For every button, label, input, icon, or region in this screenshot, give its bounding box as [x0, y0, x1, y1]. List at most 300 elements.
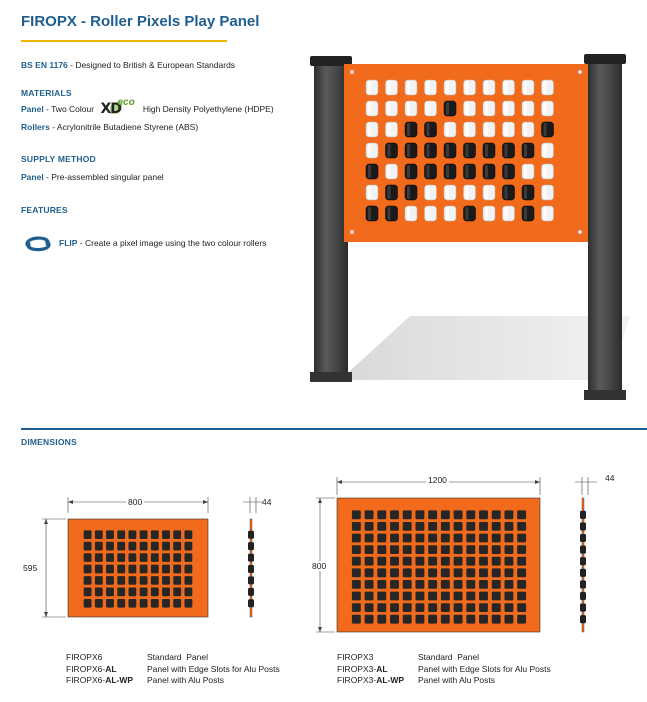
roller-slot	[106, 565, 114, 574]
roller-slot	[162, 576, 170, 585]
roller-slot	[377, 522, 386, 531]
materials-panel-label: Panel	[21, 103, 44, 114]
roller-slot	[377, 580, 386, 589]
roller-slot	[95, 530, 103, 539]
roller-slot	[441, 592, 450, 601]
product-desc: Panel with Edge Slots for Alu Posts	[418, 663, 551, 674]
roller-slot	[504, 580, 513, 589]
roller-slot	[173, 542, 181, 551]
roller-slot	[377, 510, 386, 519]
roller-slot	[415, 545, 424, 554]
roller	[464, 164, 476, 179]
roller-slot	[377, 592, 386, 601]
roller	[503, 206, 515, 221]
roller-side	[580, 511, 586, 519]
roller-slot	[517, 580, 526, 589]
roller-slot	[365, 557, 374, 566]
roller-slot	[140, 530, 148, 539]
roller-side	[248, 554, 254, 562]
roller	[522, 80, 534, 95]
roller-slot	[403, 615, 412, 624]
roller-slot	[466, 545, 475, 554]
roller-slot	[504, 615, 513, 624]
roller-slot	[517, 510, 526, 519]
roller-slot	[466, 592, 475, 601]
roller-slot	[454, 510, 463, 519]
roller-slot	[403, 580, 412, 589]
roller-slot	[466, 510, 475, 519]
roller	[542, 206, 554, 221]
roller	[405, 206, 417, 221]
supply-panel-text: - Pre-assembled singular panel	[43, 172, 164, 182]
roller-slot	[492, 580, 501, 589]
roller-slot	[517, 568, 526, 577]
product-code-suffix: AL-WP	[376, 675, 405, 685]
roller	[542, 164, 554, 179]
roller-slot	[117, 565, 125, 574]
roller-slot	[365, 568, 374, 577]
table-row	[337, 664, 551, 676]
roller-slot	[106, 542, 114, 551]
roller-slot	[390, 592, 399, 601]
roller	[522, 143, 534, 158]
roller-slot	[352, 580, 361, 589]
roller	[386, 164, 398, 179]
roller-slot	[352, 510, 361, 519]
roller	[425, 101, 437, 116]
roller-slot	[365, 580, 374, 589]
roller-slot	[352, 534, 361, 543]
roller-slot	[140, 565, 148, 574]
standard-code: BS EN 1176	[21, 60, 68, 70]
roller-slot	[441, 568, 450, 577]
roller-slot	[173, 599, 181, 608]
roller	[405, 122, 417, 137]
roller	[425, 185, 437, 200]
roller-slot	[415, 534, 424, 543]
roller-slot	[151, 565, 159, 574]
roller	[542, 185, 554, 200]
product-render	[300, 50, 640, 410]
roller-side	[580, 580, 586, 588]
product-desc: Panel with Edge Slots for Alu Posts	[147, 663, 280, 674]
roller	[444, 185, 456, 200]
roller	[366, 206, 378, 221]
roller	[444, 143, 456, 158]
materials-rollers-label: Rollers	[21, 122, 50, 132]
roller-slot	[415, 580, 424, 589]
product-code: FIROPX3	[337, 652, 374, 662]
roller-slot	[415, 615, 424, 624]
roller-slot	[403, 603, 412, 612]
logo-xd: XD	[100, 101, 121, 117]
roller-slot	[428, 603, 437, 612]
product-code: FIROPX6-	[66, 663, 106, 674]
roller-slot	[492, 557, 501, 566]
roller-slot	[140, 576, 148, 585]
product-desc: Standard Panel	[147, 652, 208, 662]
large-width-label: 1200	[428, 475, 447, 485]
roller-slot	[403, 557, 412, 566]
roller-slot	[517, 545, 526, 554]
table-row	[337, 675, 551, 687]
roller	[483, 143, 495, 158]
roller-slot	[352, 568, 361, 577]
orange-panel	[344, 64, 588, 242]
roller	[464, 101, 476, 116]
flip-text: - Create a pixel image using the two colour rollers	[77, 238, 267, 248]
roller-slot	[84, 599, 92, 608]
roller-slot	[466, 615, 475, 624]
roller-slot	[365, 615, 374, 624]
ground-shadow	[340, 316, 630, 380]
roller-slot	[128, 553, 136, 562]
roller-slot	[390, 568, 399, 577]
roller-slot	[415, 603, 424, 612]
roller-slot	[352, 615, 361, 624]
roller-side	[248, 565, 254, 573]
roller	[405, 80, 417, 95]
roller-slot	[504, 510, 513, 519]
product-desc: Panel with Alu Posts	[147, 675, 225, 685]
roller	[503, 122, 515, 137]
roller-slot	[128, 576, 136, 585]
roller	[542, 143, 554, 158]
roller-slot	[162, 565, 170, 574]
roller-side	[248, 542, 254, 550]
roller-slot	[390, 545, 399, 554]
roller	[405, 164, 417, 179]
roller	[522, 164, 534, 179]
roller-slot	[492, 545, 501, 554]
small-width-label: 800	[128, 497, 143, 507]
small-height-label: 595	[23, 563, 38, 573]
roller	[366, 80, 378, 95]
roller-slot	[441, 615, 450, 624]
roller-slot	[365, 592, 374, 601]
roller-slot	[106, 530, 114, 539]
roller-slot	[479, 592, 488, 601]
standard-text: - Designed to British & European Standards	[67, 60, 236, 70]
flip-label: FLIP	[59, 238, 78, 248]
roller-slot	[151, 530, 159, 539]
roller	[503, 185, 515, 200]
right-post	[584, 54, 626, 400]
roller	[483, 122, 495, 137]
roller-slot	[377, 603, 386, 612]
table-row	[337, 652, 551, 664]
roller	[444, 164, 456, 179]
roller-slot	[441, 603, 450, 612]
roller-slot	[403, 522, 412, 531]
roller-slot	[454, 568, 463, 577]
roller-slot	[151, 576, 159, 585]
product-code-suffix: AL	[376, 663, 388, 674]
roller-slot	[390, 510, 399, 519]
roller-slot	[128, 542, 136, 551]
roller-slot	[517, 592, 526, 601]
roller-side	[248, 576, 254, 584]
roller-slot	[390, 557, 399, 566]
roller	[386, 101, 398, 116]
roller-slot	[454, 545, 463, 554]
roller-slot	[479, 580, 488, 589]
roller-slot	[454, 580, 463, 589]
roller-slot	[365, 522, 374, 531]
roller-slot	[95, 576, 103, 585]
roller	[542, 80, 554, 95]
roller-slot	[428, 568, 437, 577]
roller	[483, 206, 495, 221]
roller-slot	[106, 599, 114, 608]
roller	[542, 122, 554, 137]
roller-slot	[466, 557, 475, 566]
roller-slot	[428, 615, 437, 624]
roller-slot	[95, 542, 103, 551]
roller	[425, 80, 437, 95]
roller-slot	[106, 588, 114, 597]
roller-slot	[84, 553, 92, 562]
roller-slot	[184, 553, 192, 562]
roller-slot	[128, 599, 136, 608]
roller-slot	[504, 557, 513, 566]
roller-slot	[173, 530, 181, 539]
roller	[503, 101, 515, 116]
roller	[386, 185, 398, 200]
large-depth-label: 44	[605, 473, 615, 483]
roller	[444, 80, 456, 95]
roller-slot	[173, 565, 181, 574]
roller-slot	[390, 522, 399, 531]
roller	[503, 164, 515, 179]
roller-slot	[492, 534, 501, 543]
roller	[366, 122, 378, 137]
roller	[366, 164, 378, 179]
roller	[483, 80, 495, 95]
roller-slot	[428, 557, 437, 566]
roller-slot	[517, 615, 526, 624]
roller-slot	[403, 545, 412, 554]
roller-slot	[428, 522, 437, 531]
roller-side	[580, 546, 586, 554]
roller-slot	[162, 530, 170, 539]
roller-slot	[403, 534, 412, 543]
roller-side	[248, 599, 254, 607]
supply-panel-line	[21, 172, 164, 182]
roller-slot	[365, 545, 374, 554]
roller	[522, 101, 534, 116]
roller-slot	[504, 534, 513, 543]
roller-slot	[492, 510, 501, 519]
roller-slot	[428, 510, 437, 519]
roller-slot	[479, 568, 488, 577]
title-underline	[21, 40, 227, 42]
roller-slot	[352, 592, 361, 601]
roller	[444, 101, 456, 116]
roller-slot	[184, 542, 192, 551]
roller	[464, 185, 476, 200]
roller-slot	[403, 592, 412, 601]
materials-panel-text-b: High Density Polyethylene (HDPE)	[140, 103, 274, 114]
roller-slot	[377, 615, 386, 624]
roller	[464, 143, 476, 158]
roller-slot	[84, 588, 92, 597]
roller-slot	[441, 580, 450, 589]
standard-line	[21, 60, 235, 70]
roller-slot	[415, 557, 424, 566]
roller	[386, 80, 398, 95]
roller	[444, 122, 456, 137]
roller-slot	[517, 522, 526, 531]
rotate-arrows-icon	[23, 234, 53, 252]
supply-heading: SUPPLY METHOD	[21, 154, 96, 164]
roller-slot	[415, 522, 424, 531]
roller-side	[580, 522, 586, 530]
roller-slot	[365, 510, 374, 519]
roller-slot	[128, 565, 136, 574]
roller-side	[580, 557, 586, 565]
materials-heading: MATERIALS	[21, 88, 72, 98]
roller-slot	[106, 553, 114, 562]
roller-slot	[479, 557, 488, 566]
roller-slot	[184, 599, 192, 608]
roller	[425, 122, 437, 137]
roller	[464, 206, 476, 221]
roller	[522, 122, 534, 137]
roller-slot	[454, 603, 463, 612]
roller-slot	[479, 615, 488, 624]
roller-slot	[377, 534, 386, 543]
roller-slot	[390, 615, 399, 624]
roller-slot	[117, 588, 125, 597]
roller	[386, 206, 398, 221]
product-code: FIROPX6-	[66, 675, 106, 685]
roller	[503, 143, 515, 158]
roller	[464, 80, 476, 95]
roller-slot	[352, 603, 361, 612]
roller	[483, 101, 495, 116]
roller-slot	[492, 522, 501, 531]
roller-slot	[441, 522, 450, 531]
roller	[405, 143, 417, 158]
product-code: FIROPX3-	[337, 663, 377, 674]
roller-slot	[441, 510, 450, 519]
product-code-suffix: AL-WP	[105, 675, 134, 685]
table-row	[66, 664, 280, 676]
roller-slot	[84, 576, 92, 585]
roller-slot	[184, 530, 192, 539]
roller-slot	[162, 599, 170, 608]
roller-slot	[454, 557, 463, 566]
section-divider	[21, 428, 647, 430]
roller-slot	[95, 599, 103, 608]
roller-slot	[415, 592, 424, 601]
roller-slot	[441, 545, 450, 554]
roller-slot	[184, 576, 192, 585]
roller	[405, 101, 417, 116]
roller-slot	[504, 603, 513, 612]
roller-slot	[466, 568, 475, 577]
materials-panel-line	[21, 97, 274, 117]
roller-slot	[466, 580, 475, 589]
roller-slot	[140, 599, 148, 608]
roller-slot	[162, 542, 170, 551]
roller-slot	[184, 588, 192, 597]
roller-slot	[492, 568, 501, 577]
roller-slot	[492, 592, 501, 601]
roller-slot	[117, 576, 125, 585]
table-row	[66, 652, 280, 664]
roller-slot	[390, 534, 399, 543]
roller-slot	[517, 534, 526, 543]
materials-rollers-text: - Acrylonitrile Butadiene Styrene (ABS)	[49, 122, 199, 132]
roller-slot	[84, 565, 92, 574]
roller-slot	[352, 522, 361, 531]
roller-slot	[140, 542, 148, 551]
roller-slot	[492, 603, 501, 612]
roller-side	[580, 615, 586, 623]
roller-slot	[352, 545, 361, 554]
roller	[464, 122, 476, 137]
roller-slot	[140, 588, 148, 597]
roller-slot	[106, 576, 114, 585]
roller	[366, 101, 378, 116]
supply-panel-label: Panel	[21, 172, 44, 182]
roller-side	[248, 531, 254, 539]
roller-slot	[441, 534, 450, 543]
large-panel-drawing	[312, 473, 632, 638]
dimensions-heading: DIMENSIONS	[21, 437, 77, 447]
roller-slot	[117, 553, 125, 562]
roller-slot	[479, 522, 488, 531]
roller-side	[580, 592, 586, 600]
roller-slot	[390, 580, 399, 589]
roller-slot	[184, 565, 192, 574]
product-code: FIROPX3-	[337, 675, 377, 685]
materials-panel-text-a: - Two Colour	[43, 103, 97, 114]
roller-slot	[504, 522, 513, 531]
roller	[366, 143, 378, 158]
roller	[542, 101, 554, 116]
small-panel-drawing	[38, 493, 278, 633]
roller-slot	[504, 545, 513, 554]
roller-slot	[173, 576, 181, 585]
roller-slot	[454, 522, 463, 531]
roller-slot	[377, 568, 386, 577]
page-title: FIROPX - Roller Pixels Play Panel	[21, 13, 260, 30]
roller-slot	[377, 557, 386, 566]
roller-slot	[84, 530, 92, 539]
roller-slot	[173, 588, 181, 597]
roller	[386, 143, 398, 158]
roller	[366, 185, 378, 200]
roller	[386, 122, 398, 137]
roller-slot	[479, 534, 488, 543]
roller	[483, 164, 495, 179]
roller-slot	[492, 615, 501, 624]
roller-slot	[117, 542, 125, 551]
large-height-label: 800	[312, 561, 327, 571]
product-code-suffix: AL	[105, 663, 117, 674]
roller-slot	[151, 599, 159, 608]
logo-eco: eco	[117, 97, 135, 108]
roller	[444, 206, 456, 221]
roller-side	[580, 604, 586, 612]
roller	[522, 185, 534, 200]
roller-slot	[479, 603, 488, 612]
roller-slot	[517, 603, 526, 612]
roller-slot	[454, 534, 463, 543]
